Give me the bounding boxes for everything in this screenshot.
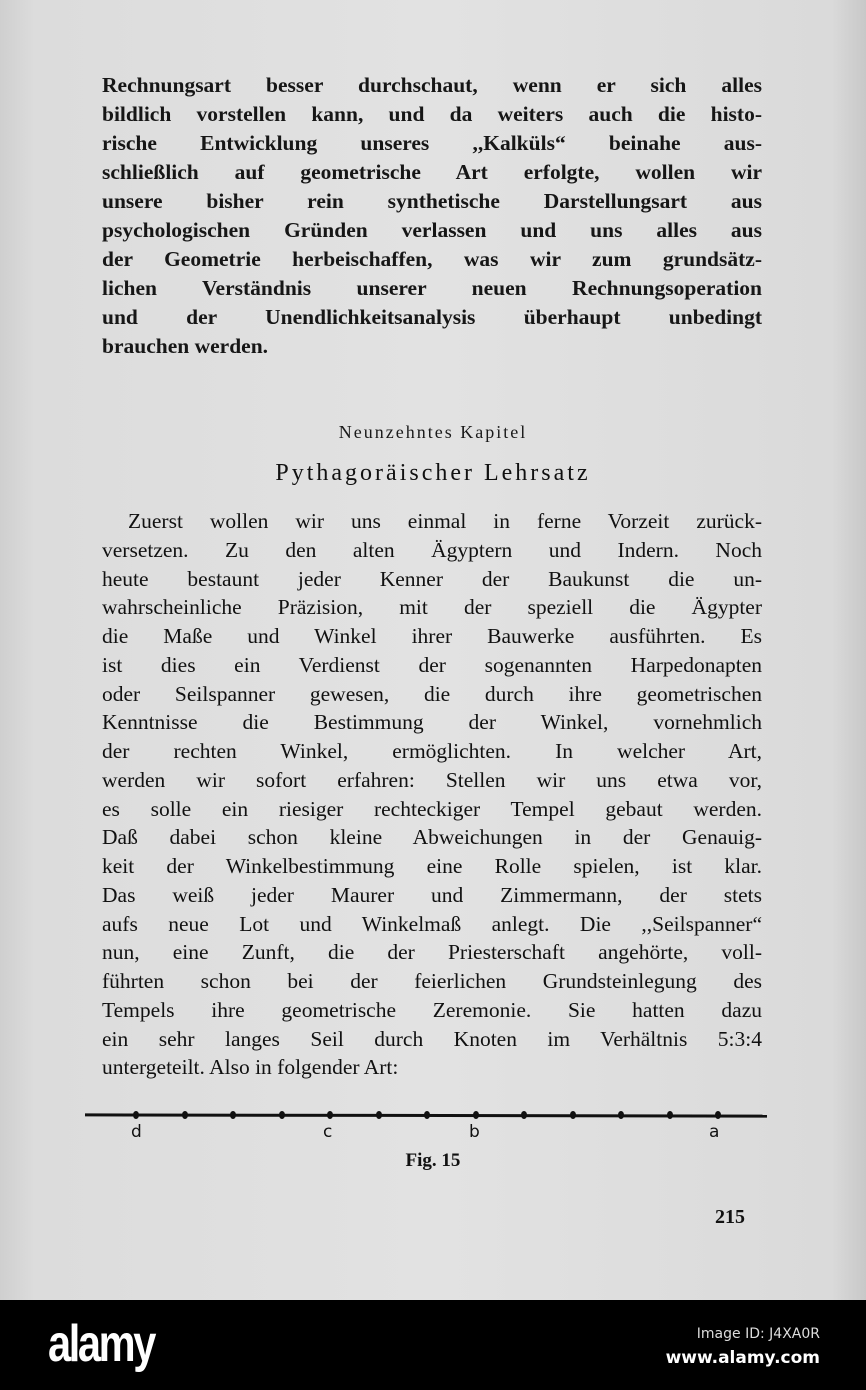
text-line: brauchen werden. (102, 334, 269, 358)
text-line: der rechten Winkel, ermöglichten. In welcher Art, (102, 739, 762, 763)
text-line: oder Seilspanner gewesen, die durch ihre geometrischen (102, 681, 762, 706)
text-line: wahrscheinliche Präzision, mit der speziell die Ägypter (102, 595, 762, 620)
text-line: die Maße und Winkel ihrer Bauwerke ausführten. Es (102, 624, 762, 648)
text-line: ist dies ein Verdienst der sogenannten Harpedonapten (102, 652, 762, 677)
text-line: schließlich auf geometrische Art erfolgte, wollen wir (102, 160, 762, 184)
rope-knot (521, 1111, 527, 1119)
page-number: 215 (715, 1206, 745, 1228)
rope-knot (279, 1111, 285, 1119)
text-line: psychologischen Gründen verlassen und uns alles aus (102, 218, 762, 242)
text-line: führten schon bei der feierlichen Grundsteinlegung des (102, 969, 762, 993)
text-line: und der Unendlichkeitsanalysis überhaupt unbedingt (102, 305, 762, 329)
rope-knot (570, 1111, 576, 1119)
rope-knot (715, 1111, 721, 1119)
rope-knot (327, 1111, 333, 1119)
text-line: nun, eine Zunft, die der Priesterschaft angehörte, voll- (102, 940, 762, 965)
label-a: a (709, 1122, 720, 1142)
watermark-url: www.alamy.com (665, 1348, 820, 1368)
rope-figure (85, 1100, 767, 1140)
rope-knot (230, 1111, 236, 1119)
text-line: Tempels ihre geometrische Zeremonie. Sie hatten dazu (102, 997, 762, 1022)
text-line: keit der Winkelbestimmung eine Rolle spielen, ist klar. (102, 854, 762, 878)
text-line: untergeteilt. Also in folgender Art: (102, 1055, 399, 1080)
text-line: ein sehr langes Seil durch Knoten im Verhältnis 5:3:4 (102, 1026, 762, 1051)
text-line: unsere bisher rein synthetische Darstellungsart aus (102, 189, 762, 213)
watermark-footer (0, 1300, 866, 1390)
text-line: Zuerst wollen wir uns einmal in ferne Vorzeit zurück- (128, 509, 762, 533)
rope-knot (618, 1111, 624, 1119)
text-line: werden wir sofort erfahren: Stellen wir uns etwa vor, (102, 767, 762, 792)
text-line: versetzen. Zu den alten Ägyptern und Indern. Noch (102, 537, 762, 562)
label-b: b (469, 1122, 480, 1142)
rope-knot (424, 1111, 430, 1119)
rope-knot (182, 1111, 188, 1119)
image-id: Image ID: J4XA0R (696, 1326, 820, 1342)
chapter-title: Pythagoräischer Lehrsatz (275, 460, 591, 486)
text-line: Das weiß jeder Maurer und Zimmermann, der stets (102, 882, 762, 907)
text-line: der Geometrie herbeischaffen, was wir zum grundsätz- (102, 247, 762, 271)
label-c: c (323, 1122, 333, 1142)
chapter-label: Neunzehntes Kapitel (338, 422, 528, 442)
paragraph-2 (102, 507, 762, 1080)
rope-knot (473, 1111, 479, 1119)
text-line: Daß dabei schon kleine Abweichungen in der Genauig- (102, 825, 762, 850)
text-line: Kenntnisse die Bestimmung der Winkel, vornehmlich (102, 710, 762, 735)
rope-knot (133, 1111, 139, 1119)
text-line: heute bestaunt jeder Kenner der Baukunst die un- (102, 566, 762, 591)
text-line: Rechnungsart besser durchschaut, wenn er sich alles (102, 73, 762, 97)
paragraph-1 (102, 71, 762, 361)
rope-knot (376, 1111, 382, 1119)
text-line: rische Entwicklung unseres ,,Kalküls“ beinahe aus- (102, 131, 762, 155)
alamy-logo: alamy (48, 1315, 154, 1373)
figure-caption: Fig. 15 (405, 1150, 461, 1171)
rope-knot (667, 1111, 673, 1119)
text-line: aufs neue Lot und Winkelmaß anlegt. Die ,,Seilspanner“ (102, 911, 762, 936)
text-line: lichen Verständnis unserer neuen Rechnungsoperation (102, 276, 762, 300)
text-line: es solle ein riesiger rechteckiger Tempel gebaut werden. (102, 796, 762, 821)
text-line: bildlich vorstellen kann, und da weiters auch die histo- (102, 102, 762, 126)
label-d: d (131, 1122, 142, 1142)
